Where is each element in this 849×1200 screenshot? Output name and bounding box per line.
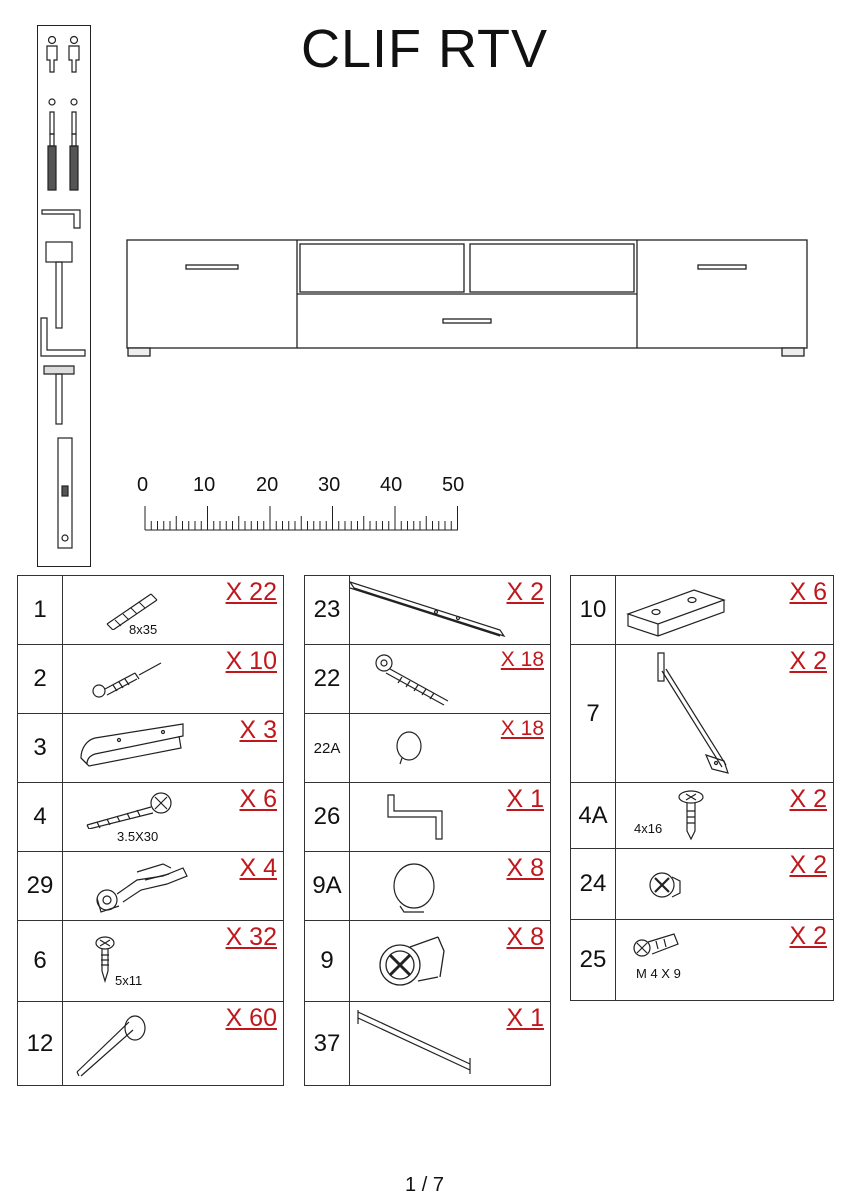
part-row (571, 576, 834, 645)
two-persons-icon (47, 37, 79, 73)
part-row (18, 1002, 284, 1086)
part-number: 29 (18, 852, 63, 921)
part-quantity: X 10 (225, 647, 277, 675)
part-quantity: X 2 (789, 785, 827, 813)
part-row (305, 783, 551, 852)
part-quantity: X 3 (239, 716, 277, 744)
part-cell (350, 852, 551, 921)
part-cell (616, 920, 834, 1001)
part-dimension: 3.5X30 (117, 829, 159, 844)
mallet-icon (46, 242, 72, 328)
document-title: CLIF RTV (300, 19, 549, 79)
phillips-screwdriver-icon (70, 99, 78, 190)
part-number: 26 (305, 783, 350, 852)
part-cell (350, 645, 551, 714)
part-cell (350, 576, 551, 645)
part-row (18, 645, 284, 714)
part-quantity: X 2 (789, 851, 827, 879)
cam-lock-icon (374, 933, 454, 991)
part-dimension: 8x35 (129, 622, 158, 637)
parts-table-2 (304, 575, 551, 1086)
ruler-label: 40 (380, 474, 403, 496)
part-number: 22A (305, 714, 350, 783)
allen-key-icon (42, 210, 80, 228)
part-cell (63, 783, 284, 852)
part-cell (350, 1002, 551, 1086)
ruler-label: 50 (442, 474, 465, 496)
cam-bolt-icon (89, 655, 169, 701)
part-quantity: X 1 (506, 785, 544, 813)
page-number: 1 / 7 (405, 1174, 444, 1196)
part-row (18, 921, 284, 1002)
part-number: 7 (571, 645, 616, 783)
part-cell (350, 783, 551, 852)
bolt-icon (632, 932, 682, 964)
spirit-level-icon (58, 438, 72, 548)
part-number: 23 (305, 576, 350, 645)
tv-unit-drawing (126, 236, 812, 362)
part-dimension: 4x16 (634, 821, 663, 836)
hinge-icon (81, 858, 193, 916)
part-quantity: X 32 (225, 923, 277, 951)
part-cell (63, 1002, 284, 1086)
part-quantity: X 1 (506, 1004, 544, 1032)
nail-icon (73, 1012, 153, 1078)
ruler-label: 30 (318, 474, 341, 496)
part-quantity: X 6 (789, 578, 827, 606)
knob-icon (390, 860, 440, 914)
part-cell (616, 645, 834, 783)
part-cell (63, 921, 284, 1002)
eye-bolt-icon (370, 651, 460, 709)
part-quantity: X 18 (500, 648, 544, 671)
part-number: 4A (571, 783, 616, 849)
part-cell (63, 645, 284, 714)
ruler-label: 20 (256, 474, 279, 496)
part-quantity: X 22 (225, 578, 277, 606)
cap-icon (394, 728, 424, 768)
part-number: 9A (305, 852, 350, 921)
ruler-label: 10 (193, 474, 216, 496)
metal-rod-icon (354, 1008, 484, 1078)
part-cell (350, 714, 551, 783)
part-row (305, 576, 551, 645)
square-ruler-icon (41, 318, 85, 356)
part-row (571, 783, 834, 849)
tools-panel (37, 25, 91, 567)
part-number: 10 (571, 576, 616, 645)
measuring-ruler (130, 472, 470, 542)
screw-icon (77, 789, 177, 829)
part-row (305, 645, 551, 714)
part-number: 25 (571, 920, 616, 1001)
part-row (18, 714, 284, 783)
part-number: 3 (18, 714, 63, 783)
part-number: 1 (18, 576, 63, 645)
part-row (305, 714, 551, 783)
part-cell (350, 921, 551, 1002)
handle-icon (77, 722, 189, 772)
part-cell (63, 714, 284, 783)
ruler-label: 0 (137, 474, 149, 496)
part-row (305, 1002, 551, 1086)
part-number: 6 (18, 921, 63, 1002)
part-number: 4 (18, 783, 63, 852)
part-quantity: X 6 (239, 785, 277, 813)
part-quantity: X 18 (500, 717, 544, 740)
part-quantity: X 2 (789, 647, 827, 675)
part-row (18, 852, 284, 921)
part-row (571, 849, 834, 920)
part-number: 24 (571, 849, 616, 920)
part-dimension: 5x11 (115, 973, 143, 988)
washer-screw-icon (676, 789, 706, 843)
part-cell (63, 852, 284, 921)
part-number: 2 (18, 645, 63, 714)
lid-stay-icon (656, 651, 736, 779)
part-cell (616, 576, 834, 645)
part-row (18, 576, 284, 645)
part-cell (616, 783, 834, 849)
part-number: 37 (305, 1002, 350, 1086)
part-row (18, 783, 284, 852)
part-cell (63, 576, 284, 645)
hammer-icon (44, 366, 74, 424)
part-row (305, 852, 551, 921)
part-number: 22 (305, 645, 350, 714)
part-row (305, 921, 551, 1002)
part-row (571, 645, 834, 783)
part-dimension: M 4 X 9 (636, 966, 681, 981)
part-quantity: X 8 (506, 854, 544, 882)
part-quantity: X 60 (225, 1004, 277, 1032)
part-row (571, 920, 834, 1001)
part-quantity: X 8 (506, 923, 544, 951)
part-number: 9 (305, 921, 350, 1002)
parts-table-1 (17, 575, 284, 1086)
parts-table-3 (570, 575, 834, 1001)
block-icon (626, 588, 726, 640)
part-quantity: X 2 (506, 578, 544, 606)
flathead-screwdriver-icon (48, 99, 56, 190)
part-quantity: X 4 (239, 854, 277, 882)
hex-key-icon (384, 793, 454, 843)
part-quantity: X 2 (789, 922, 827, 950)
part-number: 12 (18, 1002, 63, 1086)
cam-nut-icon (644, 865, 688, 905)
part-cell (616, 849, 834, 920)
